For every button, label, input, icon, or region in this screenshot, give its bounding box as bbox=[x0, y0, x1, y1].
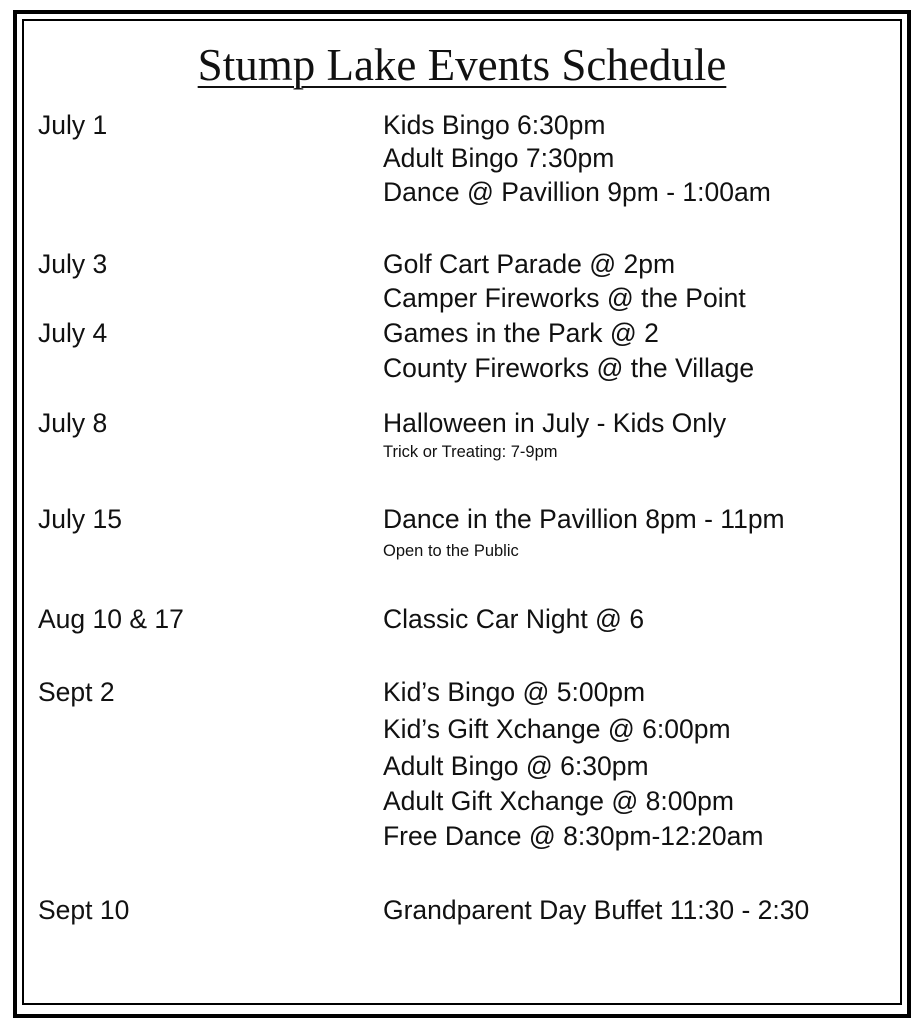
event-note: Trick or Treating: 7-9pm bbox=[383, 443, 558, 461]
event-item: Golf Cart Parade @ 2pm bbox=[383, 249, 676, 279]
title-text: Stump Lake Events Schedule bbox=[197, 40, 727, 90]
event-date: Sept 10 bbox=[38, 895, 130, 925]
event-note: Open to the Public bbox=[383, 542, 519, 560]
event-item: Dance @ Pavillion 9pm - 1:00am bbox=[383, 177, 771, 207]
event-item: Dance in the Pavillion 8pm - 11pm bbox=[383, 504, 785, 534]
event-item: County Fireworks @ the Village bbox=[383, 353, 755, 383]
event-item: Camper Fireworks @ the Point bbox=[383, 283, 746, 313]
event-item: Adult Bingo @ 6:30pm bbox=[383, 751, 649, 781]
event-item: Kid’s Bingo @ 5:00pm bbox=[383, 677, 646, 707]
event-item: Adult Bingo 7:30pm bbox=[383, 143, 615, 173]
event-date: July 3 bbox=[38, 249, 108, 279]
event-date: Sept 2 bbox=[38, 677, 115, 707]
event-item: Adult Gift Xchange @ 8:00pm bbox=[383, 786, 734, 816]
event-item: Kids Bingo 6:30pm bbox=[383, 110, 606, 140]
event-date: July 8 bbox=[38, 408, 108, 438]
event-date: Aug 10 & 17 bbox=[38, 604, 184, 634]
event-item: Grandparent Day Buffet 11:30 - 2:30 bbox=[383, 895, 810, 925]
event-item: Halloween in July - Kids Only bbox=[383, 408, 727, 438]
event-item: Classic Car Night @ 6 bbox=[383, 604, 645, 634]
event-date: July 15 bbox=[38, 504, 122, 534]
event-date: July 4 bbox=[38, 318, 108, 348]
event-item: Kid’s Gift Xchange @ 6:00pm bbox=[383, 714, 731, 744]
page-title bbox=[0, 38, 924, 92]
event-item: Games in the Park @ 2 bbox=[383, 318, 659, 348]
event-date: July 1 bbox=[38, 110, 108, 140]
event-item: Free Dance @ 8:30pm-12:20am bbox=[383, 821, 764, 851]
